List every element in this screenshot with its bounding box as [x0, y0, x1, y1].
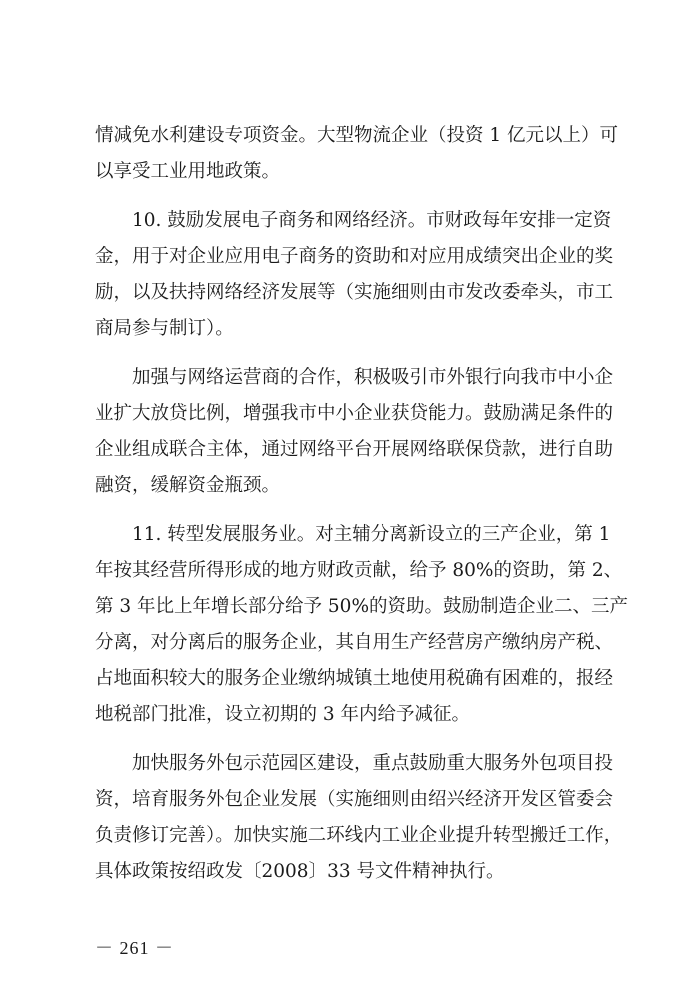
text-line: 励，以及扶持网络经济发展等（实施细则由市发改委牵头，市工: [95, 282, 614, 303]
text-line: 分离，对分离后的服务企业，其自用生产经营房产缴纳房产税、: [95, 632, 614, 653]
text-line: 业扩大放贷比例，增强我市中小企业获贷能力。鼓励满足条件的: [95, 403, 614, 424]
text-line: 资，培育服务外包企业发展（实施细则由绍兴经济开发区管委会: [95, 789, 614, 810]
paragraph-5: [95, 746, 623, 890]
text-line: 金，用于对企业应用电子商务的资助和对应用成绩突出企业的奖: [95, 246, 614, 267]
text-line: 地税部门批准，设立初期的 3 年内给予减征。: [95, 704, 471, 725]
paragraph-2: [95, 203, 615, 347]
paragraph-1: [95, 118, 619, 190]
text-line: 10. 鼓励发展电子商务和网络经济。市财政每年安排一定资: [132, 210, 612, 231]
text-line: 11. 转型发展服务业。对主辅分离新设立的三产企业，第 1: [132, 524, 611, 545]
text-line: 占地面积较大的服务企业缴纳城镇土地使用税确有困难的，报经: [95, 668, 614, 689]
text-line: 融资，缓解资金瓶颈。: [95, 475, 281, 496]
text-line: 负责修订完善）。加快实施二环线内工业企业提升转型搬迁工作，: [95, 825, 623, 846]
text-line: 情减免水利建设专项资金。大型物流企业（投资 1 亿元以上）可: [95, 125, 619, 146]
text-line: 加强与网络运营商的合作，积极吸引市外银行向我市中小企: [132, 367, 614, 388]
paragraph-3: [95, 360, 615, 504]
text-line: 企业组成联合主体，通过网络平台开展网络联保贷款，进行自助: [95, 439, 614, 460]
document-body: [95, 118, 629, 903]
paragraph-4: [95, 517, 629, 733]
text-line: 以享受工业用地政策。: [95, 161, 281, 182]
text-line: 加快服务外包示范园区建设，重点鼓励重大服务外包项目投: [132, 753, 614, 774]
text-line: 年按其经营所得形成的地方财政贡献，给予 80%的资助，第 2、: [95, 560, 623, 581]
text-line: 商局参与制订）。: [95, 318, 234, 339]
page-number: － 261 －: [95, 938, 174, 958]
text-line: 第 3 年比上年增长部分给予 50%的资助。鼓励制造企业二、三产: [95, 596, 629, 617]
text-line: 具体政策按绍政发〔2008〕33 号文件精神执行。: [95, 861, 505, 882]
